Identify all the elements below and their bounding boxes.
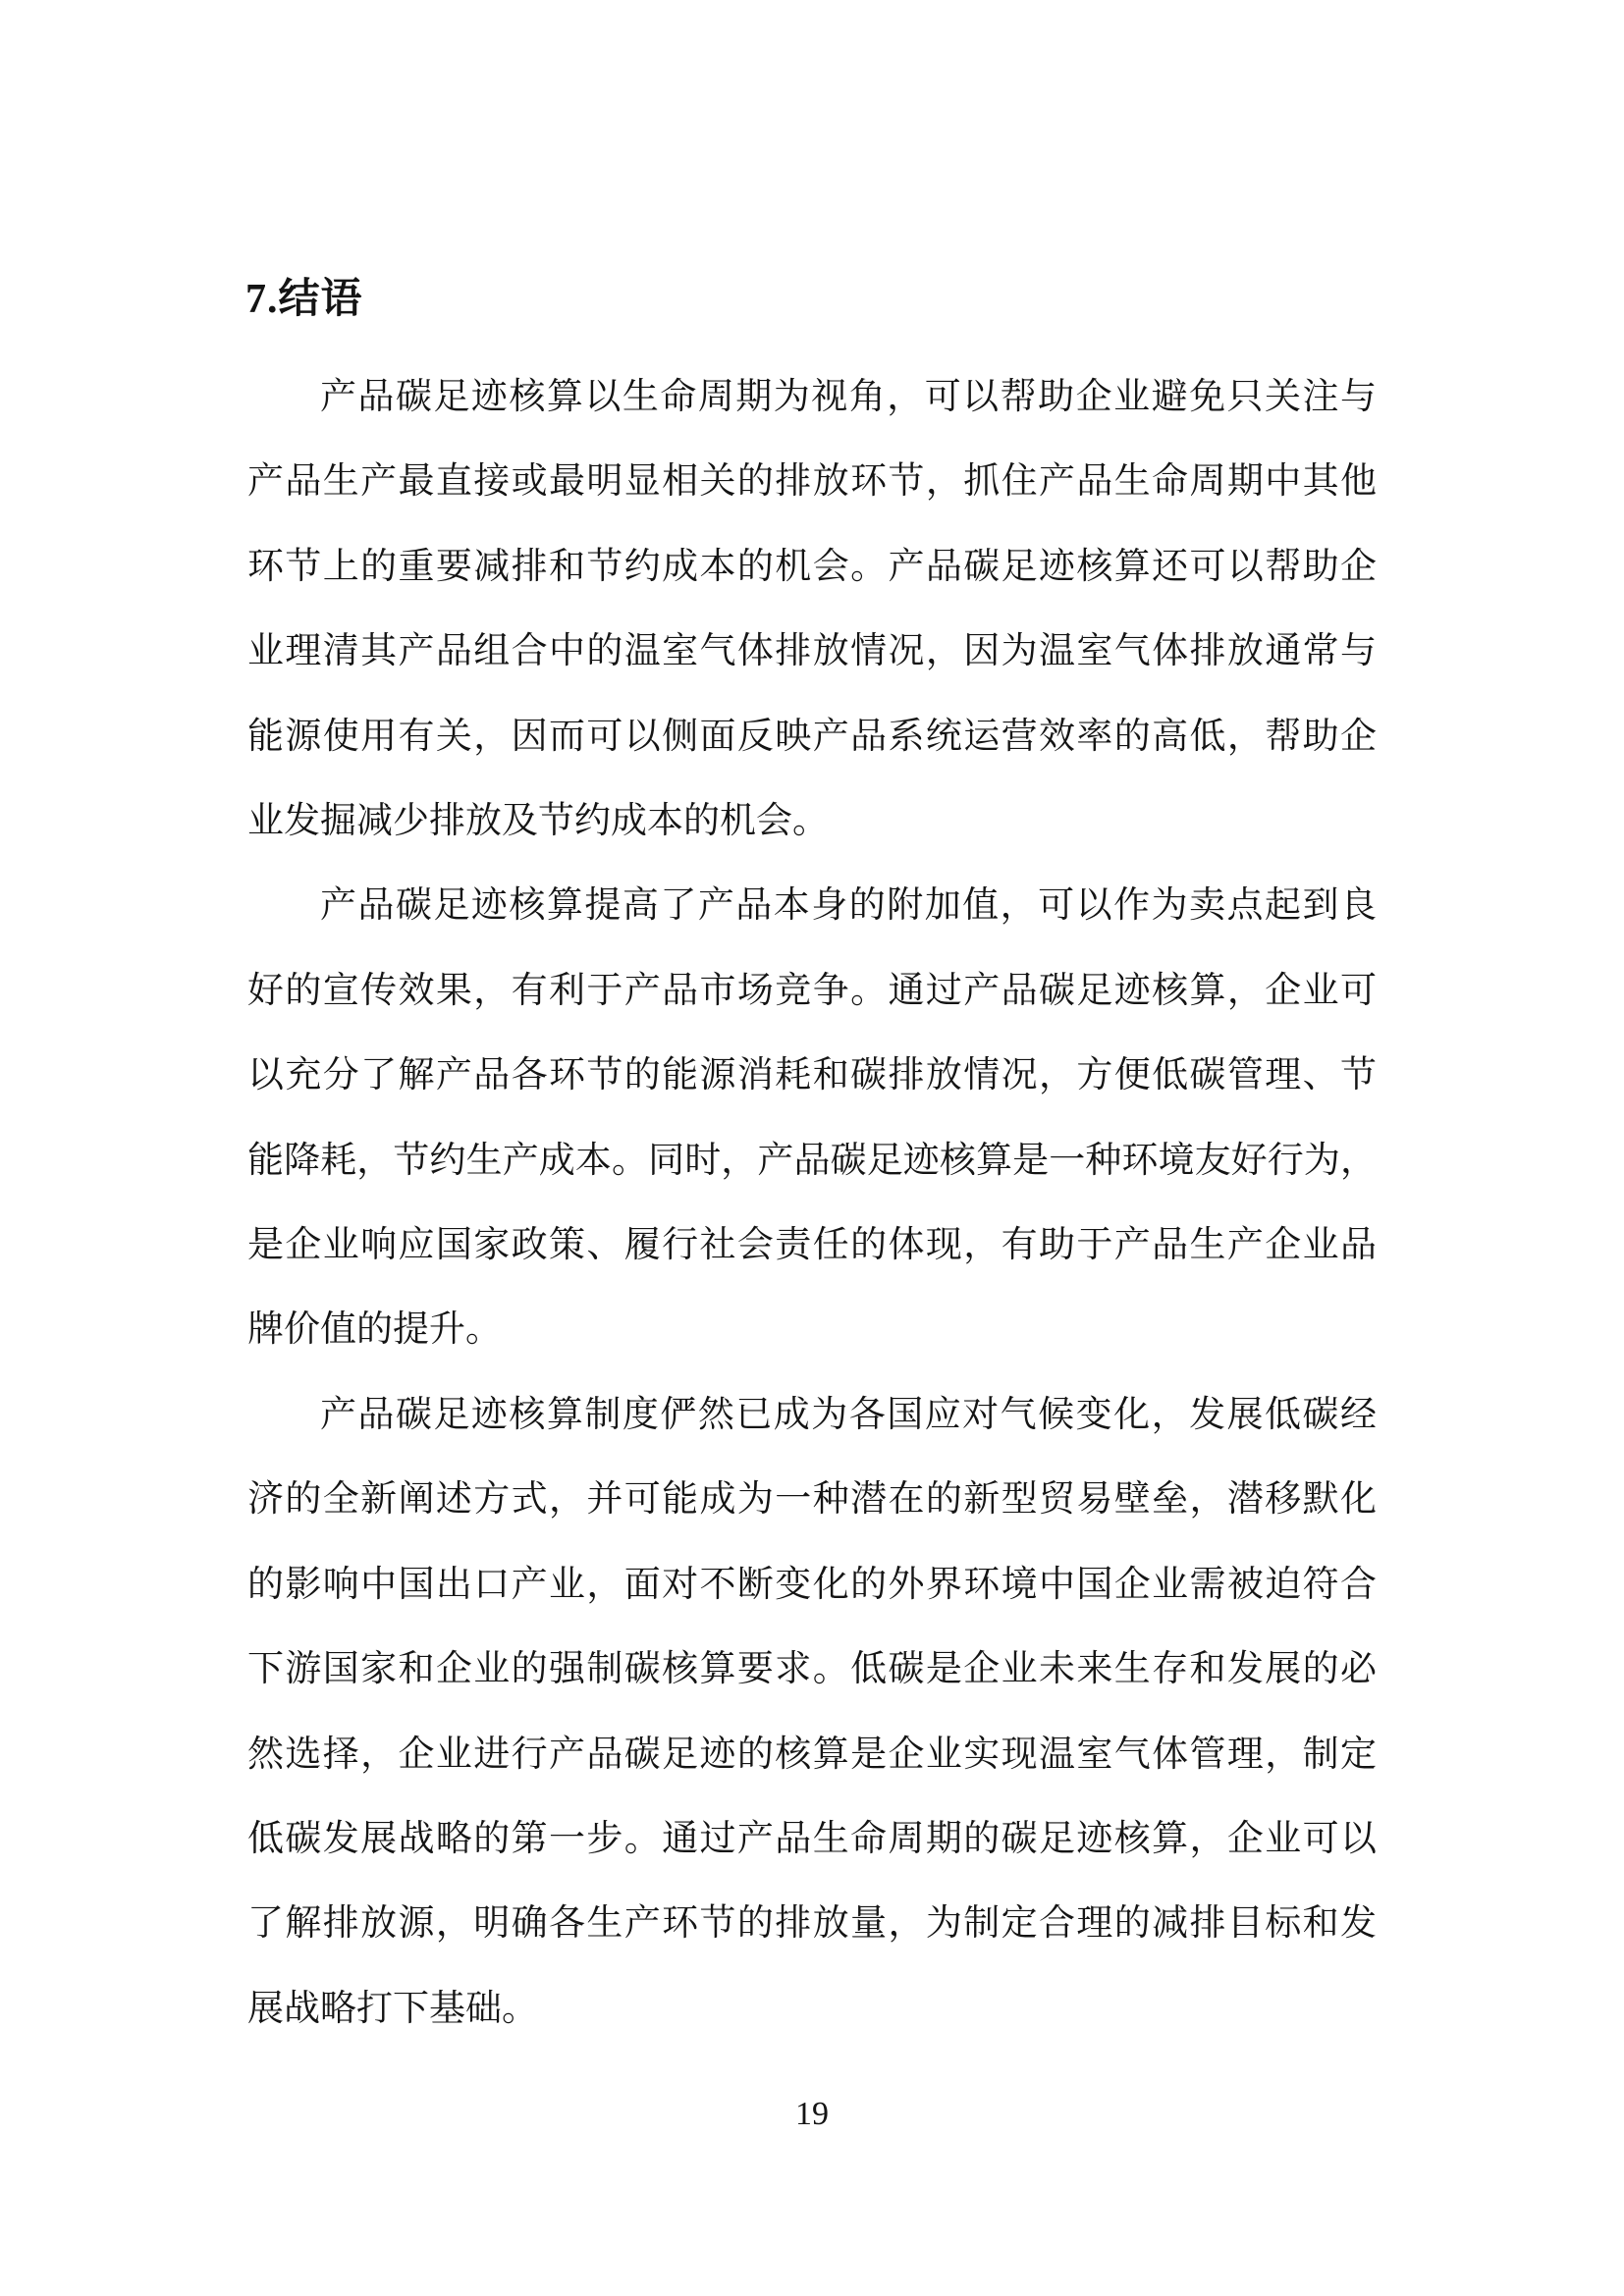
- text-line: 的影响中国出口产业，面对不断变化的外界环境中国企业需被迫符合: [247, 1564, 1377, 1605]
- text-line: 产品碳足迹核算以生命周期为视角，可以帮助企业避免只关注与: [320, 377, 1377, 417]
- page-number: 19: [795, 2096, 829, 2132]
- text-line: 下游国家和企业的强制碳核算要求。低碳是企业未来生存和发展的必: [247, 1649, 1377, 1690]
- text-line: 产品碳足迹核算提高了产品本身的附加值，可以作为卖点起到良: [320, 885, 1377, 927]
- text-line: 济的全新阐述方式，并可能成为一种潜在的新型贸易壁垒，潜移默化: [247, 1479, 1377, 1521]
- text-line: 能降耗，节约生产成本。同时，产品碳足迹核算是一种环境友好行为，: [247, 1140, 1377, 1181]
- document-body: [247, 355, 1377, 2052]
- section-heading: 7.结语: [245, 277, 363, 323]
- text-line: 低碳发展战略的第一步。通过产品生命周期的碳足迹核算，企业可以: [247, 1818, 1377, 1859]
- text-line: 展战略打下基础。: [247, 1988, 538, 2029]
- text-line: 以充分了解产品各环节的能源消耗和碳排放情况，方便低碳管理、节: [247, 1055, 1377, 1096]
- text-line: 是企业响应国家政策、履行社会责任的体现，有助于产品生产企业品: [247, 1225, 1377, 1266]
- paragraph: [247, 864, 1377, 1372]
- paragraph: [247, 1373, 1377, 2052]
- paragraph: [247, 355, 1377, 864]
- text-line: 然选择，企业进行产品碳足迹的核算是企业实现温室气体管理，制定: [247, 1734, 1377, 1775]
- text-line: 业发掘减少排放及节约成本的机会。: [247, 801, 829, 842]
- text-line: 能源使用有关，因而可以侧面反映产品系统运营效率的高低，帮助企: [247, 716, 1377, 757]
- text-line: 环节上的重要减排和节约成本的机会。产品碳足迹核算还可以帮助企: [247, 546, 1377, 587]
- text-line: 产品生产最直接或最明显相关的排放环节，抓住产品生命周期中其他: [247, 461, 1377, 503]
- text-line: 好的宣传效果，有利于产品市场竞争。通过产品碳足迹核算，企业可: [247, 970, 1377, 1011]
- text-line: 了解排放源，明确各生产环节的排放量，为制定合理的减排目标和发: [247, 1903, 1377, 1945]
- text-line: 业理清其产品组合中的温室气体排放情况，因为温室气体排放通常与: [247, 631, 1377, 672]
- text-line: 牌价值的提升。: [247, 1309, 502, 1351]
- text-line: 产品碳足迹核算制度俨然已成为各国应对气候变化，发展低碳经: [320, 1394, 1377, 1435]
